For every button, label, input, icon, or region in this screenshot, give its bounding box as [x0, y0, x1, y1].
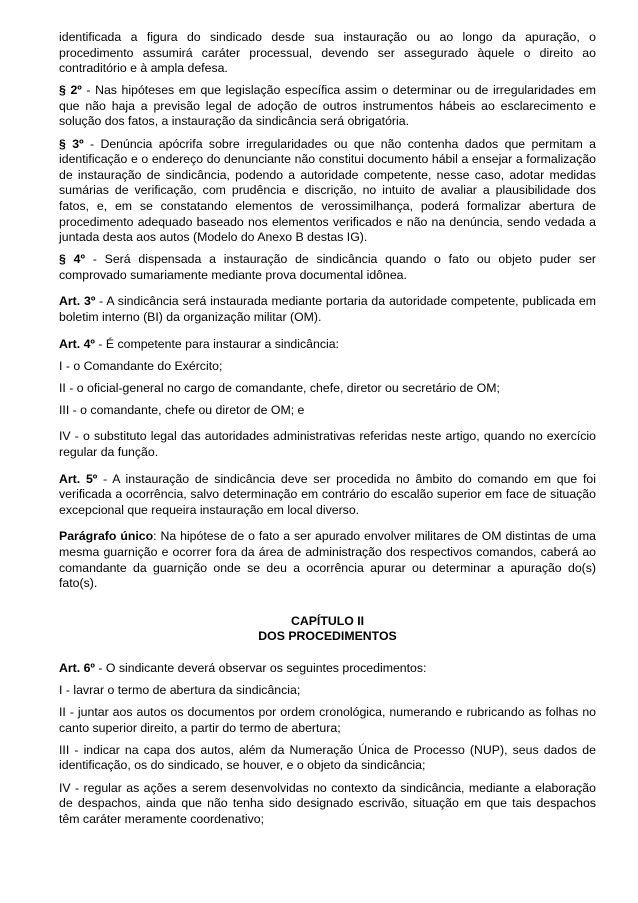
article-5-text: - A instauração de sindicância deve ser procedida no âmbito do comando em que foi verificada a ocorrência, salvo determinação em contrário do escalão superior em face de situação excepcional que requeira instauração em local diverso. — [59, 471, 596, 517]
section-2 — [59, 83, 596, 130]
section-4-text: - Será dispensada a instauração de sindicância quando o fato ou objeto puder ser comprovado sumariamente mediante prova documental idônea. — [59, 252, 597, 282]
article-6-item-3: III - indicar na capa dos autos, além da Numeração Única de Processo (NUP), seus dados de identificação, os do sindicado, se houver, e o objeto da sindicância; — [59, 742, 596, 773]
article-3-text: - A sindicância será instaurada mediante portaria da autoridade competente, publicada em boletim interno (BI) da organização militar (OM). — [59, 294, 596, 324]
section-4 — [59, 252, 596, 283]
chapter-heading — [59, 614, 596, 645]
paragraph-continuation: identificada a figura do sindicado desde sua instauração ou ao longo da apuração, o procedimento assumirá caráter processual, devendo ser assegurado àquele o direito ao contraditório e à ampla defesa. — [59, 30, 596, 76]
section-3-label: § 3º — [59, 136, 84, 151]
article-4-text: - É competente para instaurar a sindicância: — [94, 336, 339, 351]
article-6-item-2: II - juntar aos autos os documentos por ordem cronológica, numerando e rubricando as folhas no canto superior direito, a partir do termo de abertura; — [59, 705, 596, 735]
article-4-item-4: IV - o substituto legal das autoridades administrativas referidas neste artigo, quando no exercício regular da função. — [59, 429, 596, 460]
article-4-item-3: III - o comandante, chefe ou diretor de OM; e — [59, 402, 305, 417]
paragrafo-unico-text: : Na hipótese de o fato a ser apurado envolver militares de OM distintas de uma mesma guarnição e ocorrer fora da área de administração dos respectivos comandos, caberá ao comandante da guarnição onde se deu a ocorrência apurar ou determinar a apuração do(s) fato(s). — [59, 529, 597, 591]
article-6-text: - O sindicante deverá observar os seguintes procedimentos: — [94, 661, 427, 675]
paragrafo-unico — [59, 529, 596, 591]
article-6 — [59, 661, 596, 677]
article-4 — [59, 337, 596, 353]
article-4-item-1: I - o Comandante do Exército; — [59, 358, 223, 373]
article-4-item-2: II - o oficial-general no cargo de comandante, chefe, diretor ou secretário de OM; — [59, 380, 500, 395]
chapter-number: CAPÍTULO II — [290, 613, 365, 628]
article-6-item-1: I - lavrar o termo de abertura da sindicância; — [59, 683, 301, 698]
section-2-text: - Nas hipóteses em que legislação específica assim o determinar ou de irregularidades em que não haja a previsão legal de adoção de outros instrumentos hábeis ao esclarecimento e solução dos fatos, a instauração da sindicância será obrigatória. — [59, 83, 596, 129]
section-3-text: - Denúncia apócrifa sobre irregularidades ou que não contenha dados que permitam a identificação e o endereço do denunciante não constitui documento hábil a ensejar a formalização de instauração de sindicância, podendo a autoridade competente, nesse caso, adotar medidas sumárias de verificação, com prudência e discrição, no intuito de avaliar a plausibilidade dos fatos, e, em se constatando elementos de verossimilhança, poderá formalizar abertura de procedimento adequado baseado nos elementos verificados e não na denúncia, sendo vedada a juntada desta aos autos (Modelo do Anexo B destas IG). — [59, 136, 596, 245]
section-2-label: § 2º — [59, 83, 82, 98]
article-3 — [59, 294, 596, 325]
article-6-item-4: IV - regular as ações a serem desenvolvidas no contexto da sindicância, mediante a elaboração de despachos, ainda que não tenha sido designado escrivão, situação em que tais despachos têm caráter meramente coordenativo; — [59, 780, 596, 826]
section-4-label: § 4º — [59, 252, 85, 267]
article-3-label: Art. 3º — [59, 294, 96, 309]
section-3 — [59, 137, 596, 246]
chapter-title: DOS PROCEDIMENTOS — [258, 629, 397, 644]
article-5 — [59, 472, 596, 519]
article-6-label: Art. 6º — [59, 661, 95, 675]
paragrafo-unico-label: Parágrafo único — [59, 529, 154, 544]
article-5-label: Art. 5º — [59, 471, 98, 486]
article-4-label: Art. 4º — [59, 336, 95, 351]
